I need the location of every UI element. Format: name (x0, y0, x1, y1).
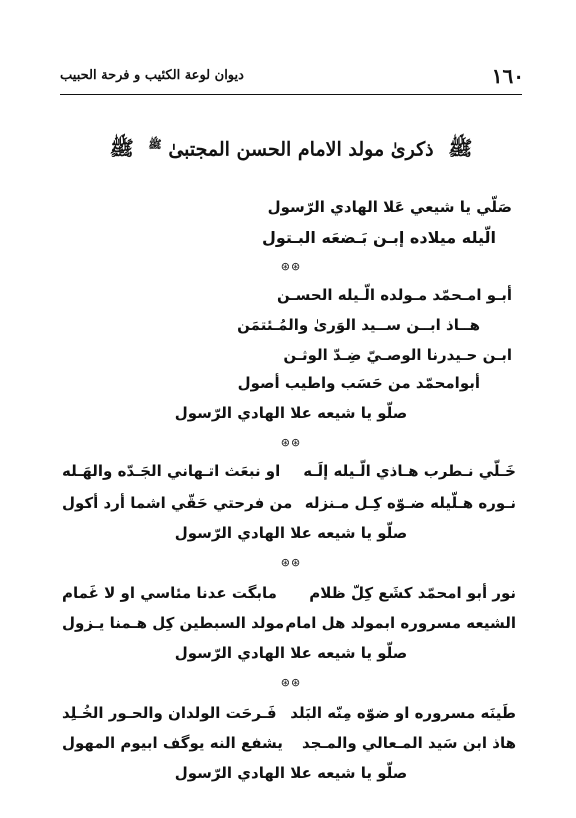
stanza-separator: ⊛⊛ (280, 556, 302, 569)
book-title: ديوان لوعة الكئيب و فرحة الحبيب (60, 68, 244, 83)
verse-right-hemistich: نور أبو امحمّد كشَع كِلّ ظلام (309, 584, 516, 602)
verse-line: ابـن حـيدرنا الوصـيّ ضِـدّ الوثـن (283, 346, 512, 364)
stanza-separator: ⊛⊛ (280, 676, 302, 689)
ornament-icon: ﷺ (448, 136, 473, 160)
verse-right-hemistich: خَـلّي نـطرب هـاذي الّـيله إلَـه (303, 462, 516, 480)
ornament-icon: ﷺ (109, 136, 134, 160)
header-divider (60, 94, 522, 95)
page-number: ١٦٠ (491, 64, 524, 88)
verse-left-hemistich: او نبعَث اتـهاني الجَـدّه والهَـله (62, 462, 281, 480)
verse-right-hemistich: هاذ ابن سَيد المـعالي والمـجد (301, 734, 516, 752)
poem-title: ذكرىٰ مولد الامام الحسن المجتبىٰ (168, 138, 434, 161)
verse-line: صَلّي يا شيعي عَلا الهادي الرّسول (267, 198, 512, 216)
refrain-line: صلّو يا شيعه علا الهادي الرّسول (174, 404, 408, 422)
page-header (60, 64, 524, 90)
verse-right-hemistich: طَينَه مسروره او ضوّه مِنّه البَلد (290, 704, 516, 722)
verse-line: أبوامحمّد من حَسَب واطيب أصول (237, 374, 480, 392)
stanza-separator: ⊛⊛ (280, 260, 302, 273)
verse-left-hemistich: من فرحتي حَقّي اشما أرد أكول (62, 494, 293, 512)
verse-right-hemistich: الشيعه مسروره ابمولد هل امام (285, 614, 516, 632)
verse-left-hemistich: مابگت عدنا مئاسي او لا غَمام (62, 584, 277, 602)
stanza-separator: ⊛⊛ (280, 436, 302, 449)
verse-line: الّيله ميلاده إبـن بَـضعَه البـتول (261, 228, 496, 247)
verse-line: أبـو امـحمّد مـولده الّـيله الحسـن (277, 286, 512, 304)
verse-line: هــاذ ابــن ســيد الوَرىٰ والمُـئتمَن (237, 316, 480, 334)
verse-left-hemistich: يشفع النه يوگف ابيوم المهول (62, 734, 283, 752)
verse-left-hemistich: فَـرحَت الولدان والحـور الخُـلِد (62, 704, 277, 722)
refrain-line: صلّو يا شيعه علا الهادي الرّسول (174, 524, 408, 542)
refrain-line: صلّو يا شيعه علا الهادي الرّسول (174, 764, 408, 782)
refrain-line: صلّو يا شيعه علا الهادي الرّسول (174, 644, 408, 662)
verse-right-hemistich: نـوره هـلّيله ضـوّه كِـل مـنزله (304, 494, 516, 512)
poem-heading (60, 136, 522, 165)
honorific-icon: ﷺ (148, 138, 162, 152)
verse-left-hemistich: مولد السبطين كِل هـمنا يـزول (62, 614, 285, 632)
